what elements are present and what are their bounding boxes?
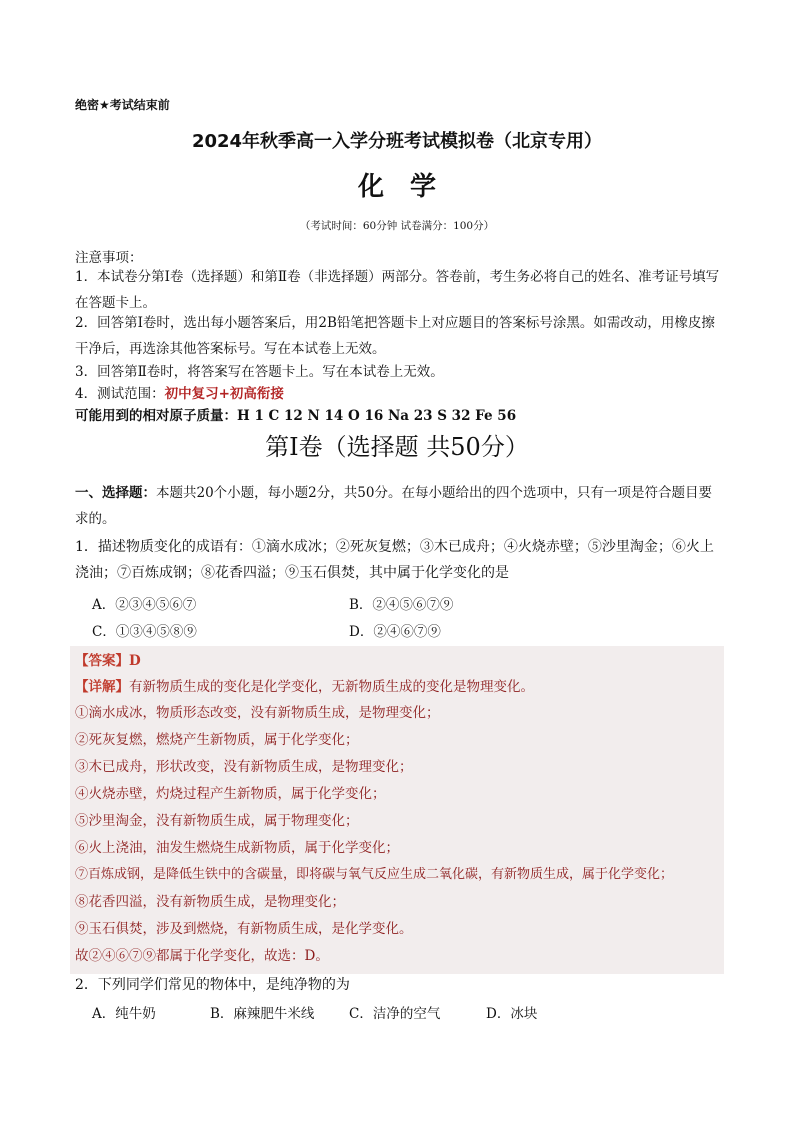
- note-item-1: 1．本试卷分第Ⅰ卷（选择题）和第Ⅱ卷（非选择题）两部分。答卷前，考生务必将自己的姓名、准考证号填写在答题卡上。: [75, 269, 720, 311]
- note-item-4: [75, 382, 284, 402]
- detail-line: ⑥火上浇油，油发生燃烧生成新物质，属于化学变化；: [75, 840, 399, 856]
- detail-line: ①滴水成冰，物质形态改变，没有新物质生成，是物理变化；: [75, 705, 440, 721]
- q2-option-d[interactable]: D．冰块: [486, 1006, 538, 1022]
- q2-stem: 2．下列同学们常见的物体中，是纯净物的为: [75, 977, 350, 993]
- detail-text: 有新物质生成的变化是化学变化，无新物质生成的变化是物理变化。: [129, 679, 534, 695]
- q2-option-c[interactable]: C．洁净的空气: [349, 1006, 441, 1022]
- scope-value: 初中复习+初高衔接: [164, 386, 284, 402]
- detail-line: ⑤沙里淘金，没有新物质生成，属于物理变化；: [75, 813, 359, 829]
- section-instruction: [75, 480, 725, 532]
- note-item-3: 3．回答第Ⅱ卷时，将答案写在答题卡上。写在本试卷上无效。: [75, 364, 444, 380]
- q1-option-a[interactable]: A．②③④⑤⑥⑦: [92, 597, 197, 613]
- exam-title: 2024年秋季高一入学分班考试模拟卷（北京专用）: [191, 131, 603, 152]
- q1-option-c[interactable]: C．①③④⑤⑧⑨: [92, 624, 197, 640]
- top-secret-label: 绝密★考试结束前: [75, 98, 170, 112]
- note-item-2: 2．回答第Ⅰ卷时，选出每小题答案后，用2B铅笔把答题卡上对应题目的答案标号涂黑。如需改动，用橡皮擦干净后，再选涂其他答案标号。写在本试卷上无效。: [75, 315, 715, 357]
- detail-line: ⑧花香四溢，没有新物质生成，是物理变化；: [75, 894, 345, 910]
- section-title: 第Ⅰ卷（选择题 共50分）: [265, 433, 529, 461]
- q1-option-b[interactable]: B．②④⑤⑥⑦⑨: [349, 597, 454, 613]
- q1-option-d[interactable]: D．②④⑥⑦⑨: [349, 624, 441, 640]
- detail-line: ②死灰复燃，燃烧产生新物质，属于化学变化；: [75, 732, 359, 748]
- answer-label: 【答案】: [75, 653, 129, 669]
- detail-line: ④火烧赤壁，灼烧过程产生新物质，属于化学变化；: [75, 786, 386, 802]
- detail-line: [75, 675, 534, 695]
- answer-value: D: [129, 653, 141, 669]
- q2-option-b[interactable]: B．麻辣肥牛米线: [210, 1006, 315, 1022]
- notes-heading: 注意事项：: [75, 250, 143, 266]
- detail-line: ⑨玉石俱焚，涉及到燃烧，有新物质生成，是化学变化。: [75, 921, 413, 937]
- subject-title: 化学: [357, 172, 462, 202]
- atomic-mass-line: 可能用到的相对原子质量：H 1 C 12 N 14 O 16 Na 23 S 32 Fe 56: [75, 408, 517, 424]
- detail-conclusion: 故②④⑥⑦⑨都属于化学变化，故选：D。: [75, 948, 329, 964]
- detail-label: 【详解】: [75, 679, 129, 695]
- scope-label: 4．测试范围：: [75, 386, 165, 402]
- instruction-prefix: 一、选择题：: [75, 485, 156, 501]
- q2-option-a[interactable]: A．纯牛奶: [92, 1006, 156, 1022]
- detail-line: ⑦百炼成钢，是降低生铁中的含碳量，即将碳与氧气反应生成二氧化碳，有新物质生成，属于化学变化；: [75, 867, 674, 882]
- instruction-text: 本题共20个小题，每小题2分，共50分。在每小题给出的四个选项中，只有一项是符合题目要求的。: [75, 485, 712, 527]
- answer-line: [75, 649, 141, 669]
- q1-stem: 1．描述物质变化的成语有：①滴水成冰；②死灰复燃；③木已成舟；④火烧赤壁；⑤沙里淘金；⑥火上浇油；⑦百炼成钢；⑧花香四溢；⑨玉石俱焚，其中属于化学变化的是: [75, 539, 714, 581]
- exam-time-score: （考试时间：60分钟 试卷满分：100分）: [299, 220, 495, 232]
- detail-line: ③木已成舟，形状改变，没有新物质生成，是物理变化；: [75, 759, 413, 775]
